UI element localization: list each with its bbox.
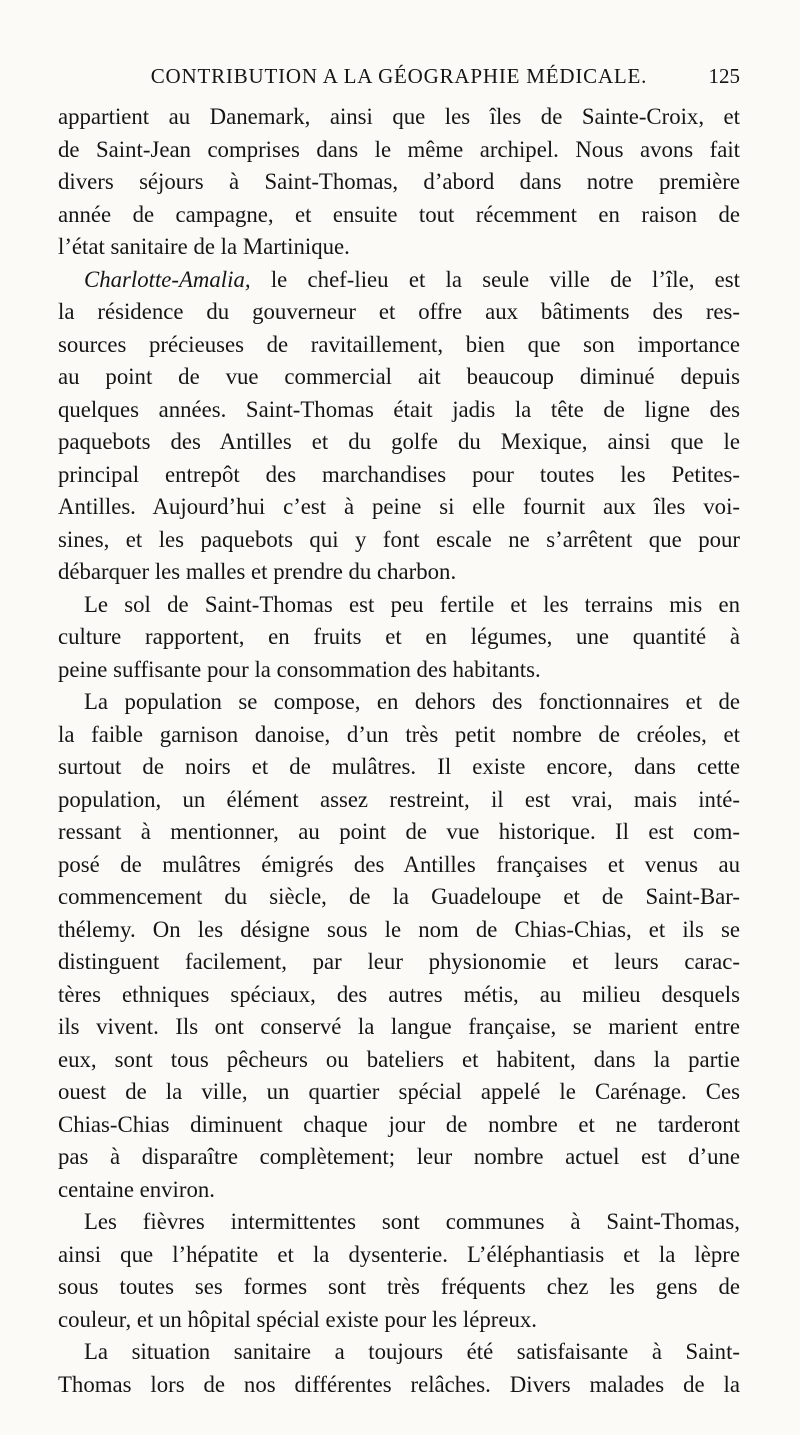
body-text [58, 101, 740, 1401]
line-text: population, un élément assez restreint, il est vrai, mais inté- [58, 786, 740, 812]
text-line [58, 621, 740, 654]
line-text: La situation sanitaire a toujours été satisfaisante à Saint- [84, 1339, 740, 1364]
line-text: Antilles. Aujourd’hui c’est à peine si elle fournit aux îles voi- [58, 494, 740, 519]
text-line [58, 231, 740, 264]
text-line [58, 751, 740, 784]
line-text: paquebots des Antilles et du golfe du Mexique, ainsi que le [58, 429, 740, 454]
line-text: au point de vue commercial ait beaucoup diminué depuis [58, 364, 740, 389]
text-line [58, 394, 740, 427]
text-line [58, 1271, 740, 1304]
line-text: Le sol de Saint-Thomas est peu fertile et les terrains mis en [84, 591, 740, 617]
line-text: distinguent facilement, par leur physionomie et leurs carac- [58, 949, 740, 974]
text-line [58, 459, 740, 492]
line-text: principal entrepôt des marchandises pour toutes les Petites- [58, 461, 740, 487]
text-line [58, 1076, 740, 1109]
text-line [58, 849, 740, 882]
text-line [58, 166, 740, 199]
line-text: pas à disparaître complètement; leur nombre actuel est d’une [58, 1144, 740, 1169]
text-line [58, 556, 740, 589]
text-line [58, 134, 740, 167]
text-line [58, 1206, 740, 1239]
italic-run: Charlotte-Amalia, [84, 266, 251, 292]
text-line [58, 1109, 740, 1142]
line-text: sines, et les paquebots qui y font escale ne s’arrêtent que pour [58, 526, 740, 552]
line-text: débarquer les malles et prendre du charbon. [58, 559, 457, 584]
line-text: La population se compose, en dehors des fonctionnaires et de [84, 689, 740, 714]
text-line [58, 491, 740, 524]
line-text: sous toutes ses formes sont très fréquents chez les gens de [58, 1274, 740, 1299]
line-text: la faible garnison danoise, d’un très petit nombre de créoles, et [58, 721, 740, 747]
text-line [58, 1239, 740, 1272]
text-line [58, 914, 740, 947]
line-text: culture rapportent, en fruits et en légumes, une quantité à [58, 624, 740, 649]
line-text: centaine environ. [58, 1176, 215, 1202]
text-line [58, 1011, 740, 1044]
line-text: de Saint-Jean comprises dans le même archipel. Nous avons fait [58, 136, 740, 162]
text-line [58, 589, 740, 622]
text-line [58, 1044, 740, 1077]
line-text: ils vivent. Ils ont conservé la langue française, se marient entre [58, 1014, 740, 1039]
text-line [58, 654, 740, 687]
text-line [58, 816, 740, 849]
line-text: couleur, et un hôpital spécial existe pour les lépreux. [58, 1306, 537, 1332]
line-text: Chias-Chias diminuent chaque jour de nombre et ne tarderont [58, 1111, 740, 1137]
line-text: le chef-lieu et la seule ville de l’île, est [250, 266, 740, 292]
text-line [58, 881, 740, 914]
line-text: appartient au Danemark, ainsi que les îles de Sainte-Croix, et [58, 104, 740, 129]
line-text: la résidence du gouverneur et offre aux bâtiments des res- [58, 299, 740, 324]
line-text: tères ethniques spéciaux, des autres métis, au milieu desquels [58, 981, 740, 1007]
line-text: posé de mulâtres émigrés des Antilles françaises et venus au [58, 851, 740, 877]
line-text: thélemy. On les désigne sous le nom de Chias-Chias, et ils se [58, 916, 740, 942]
text-line [58, 361, 740, 394]
line-text: divers séjours à Saint-Thomas, d’abord dans notre première [58, 169, 740, 194]
line-text: peine suffisante pour la consommation des habitants. [58, 656, 541, 682]
line-text: ouest de la ville, un quartier spécial appelé le Carénage. Ces [58, 1079, 740, 1104]
page-number: 125 [708, 64, 740, 88]
text-line [58, 946, 740, 979]
text-line [58, 264, 740, 297]
text-line [58, 1174, 740, 1207]
text-line [58, 1369, 740, 1402]
text-line [58, 296, 740, 329]
text-line [58, 1304, 740, 1337]
line-text: ressant à mentionner, au point de vue historique. Il est com- [58, 819, 740, 844]
text-line [58, 426, 740, 459]
text-line [58, 784, 740, 817]
line-text: Les fièvres intermittentes sont communes à Saint-Thomas, [84, 1209, 740, 1234]
text-line [58, 979, 740, 1012]
running-title: CONTRIBUTION A LA GÉOGRAPHIE MÉDICALE. [150, 64, 648, 88]
text-line [58, 199, 740, 232]
text-line [58, 686, 740, 719]
running-header [58, 64, 740, 94]
line-text: commencement du siècle, de la Guadeloupe et de Saint-Bar- [58, 884, 740, 909]
line-text: eux, sont tous pêcheurs ou bateliers et habitent, dans la partie [58, 1046, 740, 1072]
line-text: l’état sanitaire de la Martinique. [58, 234, 350, 259]
text-line [58, 101, 740, 134]
text-line [58, 1336, 740, 1369]
text-line [58, 719, 740, 752]
line-text: quelques années. Saint-Thomas était jadis la tête de ligne des [58, 396, 740, 422]
line-text: sources précieuses de ravitaillement, bien que son importance [58, 331, 740, 357]
text-line [58, 329, 740, 362]
text-line [58, 524, 740, 557]
text-line [58, 1141, 740, 1174]
line-text: ainsi que l’hépatite et la dysenterie. L’éléphantiasis et la lèpre [58, 1241, 740, 1267]
line-text: Thomas lors de nos différentes relâches. Divers malades de la [58, 1371, 740, 1397]
line-text: année de campagne, et ensuite tout récemment en raison de [58, 201, 740, 227]
line-text: surtout de noirs et de mulâtres. Il existe encore, dans cette [58, 754, 740, 779]
